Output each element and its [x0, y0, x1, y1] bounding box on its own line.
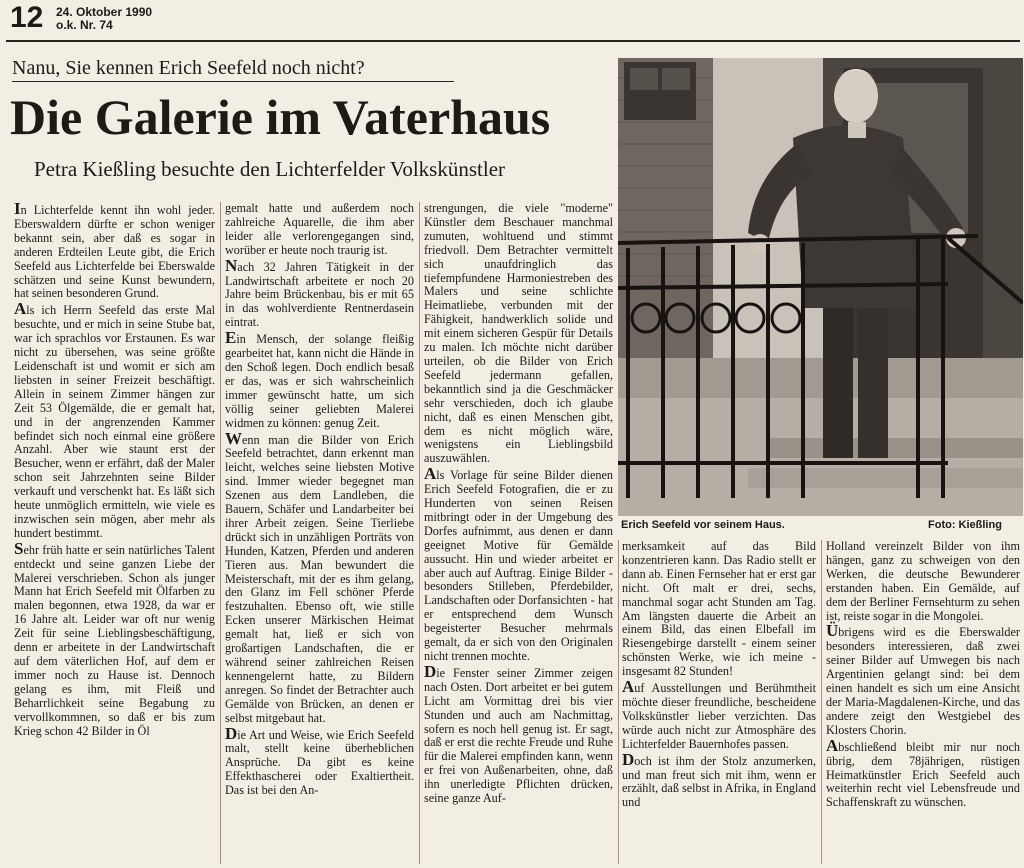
- paragraph: [622, 540, 816, 679]
- article-column-3: [424, 202, 613, 866]
- drop-initial: D: [225, 723, 238, 743]
- paragraph-text: strengungen, die viele "moderne" Künstler dem Beschauer manchmal zumuten, wohltuend und stimmt friedvoll. Dem Betrachter vermittelt sich unaufdringlich das tiefempfundene Harmoniestreben des Malers und seine schlichte Heimatliebe, verbunden mit der Fähigkeit, handwerklich solide und mit einem sicheren Gespür für Details zu malen. Ich möchte nicht darüber urteilen, ob die Bilder von Erich Seefeld jedermann gefallen, bekanntlich sind ja die Geschmäcker sehr verschieden, doch ich glaube nicht, daß es einen Menschen gibt, dem es nicht möglich wäre, wenigstens ein Lieblingsbild auszuwählen.: [424, 202, 613, 466]
- paragraph-text: ls Vorlage für seine Bilder dienen Erich Seefeld Fotografien, die er zu Hunderten von seinen Reisen mitbringt oder in der Umgebung des Dorfes aufnimmt, aus denen er dann geeignet Motive für Gemälde aussucht. Hin und wieder arbeitet er aber auch auf Auftrag. Einige Bilder - besonders Stilleben, Pferdebilder, Landschaften oder Dorfansichten - hat er entsprechend dem Wunsch begeisterter Besucher mehrmals gemalt, da er sich von den Originalen nicht trennen mochte.: [424, 468, 613, 663]
- drop-initial: D: [424, 661, 437, 681]
- paragraph: [424, 464, 613, 664]
- paragraph: [826, 540, 1020, 623]
- paragraph: [225, 202, 414, 258]
- article-column-2: [225, 202, 414, 866]
- paragraph-text: ach 32 Jahren Tätigkeit in der Landwirtschaft arbeitete er noch 20 Jahre beim Brückenbau, bis er mit 65 in das wohlverdiente Rentnerdasein eintrat.: [225, 259, 414, 330]
- paragraph: [826, 735, 1020, 811]
- paragraph-text: bschließend bleibt mir nur noch übrig, dem 78jährigen, rüstigen Heimatkünstler Erich Seefeld auch weiterhin recht viel Lebensfreude und Schaffenskraft zu wünschen.: [826, 739, 1020, 810]
- paragraph-text: enn man die Bilder von Erich Seefeld betrachtet, dann erkennt man leicht, welches seine liebsten Motive sind. Immer wieder begegnet man Szenen aus dem Landleben, die Bauern, Schäfer und Landarbeiter bei ihrer Arbeit zeigen. Seine Tierliebe drückt sich in unzähligen Porträts von Hunden, Katzen, Pferden und anderen Tieren aus. Man bewundert die Meisterschaft, mit der es ihm gelang, den Glanz im Fell schöner Pferde festzuhalten. Ebenso oft, wie stille Ecken unserer Märkischen Heimat gemalt hat, ließ er sich von großartigen Landschaften, die er während seiner zahlreichen Reisen kennengelernt hatte, zu Bildern anregen. So findet der Betrachter auch Gemälde von Brücken, an denen er selbst mitgebaut hat.: [225, 432, 414, 725]
- dateline: [56, 6, 152, 32]
- paragraph: [14, 202, 215, 301]
- issue-number: o.k. Nr. 74: [56, 18, 113, 32]
- paragraph-text: gemalt hatte und außerdem noch zahlreiche Aquarelle, die ihm aber leider alle verlorengegangen sind, worüber er heute noch traurig ist.: [225, 202, 414, 257]
- drop-initial: S: [14, 538, 24, 558]
- photo-credit: Foto: Kießling: [928, 519, 1002, 531]
- article-column-4: [622, 540, 816, 866]
- drop-initial: A: [826, 735, 839, 755]
- paragraph-text: n Lichterfelde kennt ihn wohl jeder. Eberswaldern dürfte er schon weniger bekannt sein, aber daß es sogar in anderen Erdteilen Leute gibt, die Erich Seefeld aus Lichterfelde bei Eberswalde schätzen und seine Kunst bewundern, hat seinen besonderen Grund.: [14, 203, 215, 301]
- photo-caption: Erich Seefeld vor seinem Haus.: [621, 519, 785, 531]
- paragraph-text: uf Ausstellungen und Berühmtheit möchte dieser freundliche, bescheidene Volkskünstler lieber verzichten. Das würde auch nicht zur Atmosphäre des Lichterfelder Bauernhofes passen.: [622, 681, 816, 751]
- photo-illustration: [618, 58, 1023, 516]
- paragraph-text: ls ich Herrn Seefeld das erste Mal besuchte, und er mich in seine Stube bat, war ich sprachlos vor Erstaunen. Es war nicht zu übersehen, was seine größte Leidenschaft ist und womit er sich am liebsten in seiner Freizeit beschäftigt. Allein in seinem Zimmer hängen zur Zeit 53 Ölgemälde, die er gemalt hat, und in der angrenzenden Kammer befindet sich noch einmal eine größere Anzahl. Aber wie staunt erst der Besucher, wenn er erfährt, daß der Maler schon seit Jahrzehnten seine Bilder verkauft und verschenkt hat. Es läßt sich heute unmöglich ermitteln, wie viele es inzwischen sein mögen, aber mehr als hundert bestimmt.: [14, 303, 215, 540]
- paragraph: [424, 661, 613, 806]
- paragraph: [622, 677, 816, 752]
- drop-initial: A: [424, 464, 437, 484]
- drop-initial: A: [14, 299, 27, 319]
- drop-initial: D: [622, 749, 635, 769]
- paragraph-text: in Mensch, der solange fleißig gearbeitet hat, kann nicht die Hände in den Schoß legen. Doch endlich besaß er das, was er sich wahrscheinlich immer gewünscht hatte, um sich völlig seiner geliebten Malerei widmen zu können: genug Zeit.: [225, 332, 414, 430]
- drop-initial: Ü: [826, 621, 839, 641]
- article-kicker: Nanu, Sie kennen Erich Seefeld noch nicht?: [12, 56, 454, 82]
- paragraph: [14, 538, 215, 739]
- paragraph: [622, 749, 816, 811]
- paragraph: [225, 723, 414, 799]
- drop-initial: W: [225, 428, 242, 448]
- paragraph-text: merksamkeit auf das Bild konzentrieren kann. Das Radio stellt er dann ab. Einen Fernseher hat er erst gar nicht. Oft malt er drei, sechs, manchmal sogar acht Stunden am Tag. Am längsten dauerte die Arbeit an einem Bild, das einen Elbefall im Riesengebirge darstellt - einem seiner schönsten Werke, wie ich meine - insgesamt 82 Stunden!: [622, 540, 816, 679]
- column-divider: [821, 540, 822, 864]
- column-divider: [220, 202, 221, 864]
- drop-initial: N: [225, 255, 238, 275]
- paragraph: [826, 621, 1020, 737]
- header-rule: [6, 40, 1020, 42]
- issue-date: 24. Oktober 1990: [56, 5, 153, 19]
- column-divider: [618, 540, 619, 864]
- article-column-1: [14, 202, 215, 866]
- paragraph-text: ie Art und Weise, wie Erich Seefeld malt, stellt keine überheblichen Ansprüche. Da gibt es keine Effekthascherei oder Exaltiertheit. Das ist bei den An-: [225, 727, 414, 798]
- article-photo: [618, 58, 1023, 516]
- paragraph: [225, 328, 414, 430]
- drop-initial: E: [225, 328, 237, 348]
- article-headline: Die Galerie im Vaterhaus: [10, 89, 551, 145]
- paragraph: [14, 299, 215, 540]
- column-divider: [419, 202, 420, 864]
- paragraph-text: brigens wird es die Eberswalder besonders interessieren, daß zwei seiner Bilder auf Umwegen bis nach Argentinien gelangt sind: bei dem einen handelt es sich um eine Ansicht der Maria-Magdalenen-Kirche, und das andere zeigt den Westgiebel des Klosters Chorin.: [826, 625, 1020, 737]
- article-subhead: Petra Kießling besuchte den Lichterfelder Volkskünstler: [34, 157, 506, 181]
- drop-initial: A: [622, 677, 635, 697]
- paragraph: [225, 255, 414, 331]
- paragraph-text: ie Fenster seiner Zimmer zeigen nach Osten. Dort arbeitet er bei gutem Licht am Vormittag drei bis vier Stunden und auch am Nachmittag, sofern es noch hell genug ist. Er sagt, daß er erst die rechte Freude und Ruhe für die Malerei empfinden kann, wenn er frei von Außenarbeiten, ohne, daß ihn unerledigte Pflichten drücken, seine ganze Auf-: [424, 665, 613, 806]
- drop-initial: I: [14, 202, 21, 218]
- paragraph: [225, 428, 414, 726]
- paragraph: [424, 202, 613, 466]
- page-number: 12: [10, 1, 44, 34]
- paragraph-text: och ist ihm der Stolz anzumerken, und man freut sich mit ihm, wenn er erzählt, daß selbst in Afrika, in England und: [622, 753, 816, 810]
- article-column-5: [826, 540, 1020, 866]
- paragraph-text: Holland vereinzelt Bilder von ihm hängen, ganz zu schweigen von den Werken, die deutsche Bewunderer erstanden haben. Ein Gemälde, auf dem der Berliner Fernsehturm zu sehen ist, reiste sogar in die Mongolei.: [826, 540, 1020, 623]
- paragraph-text: ehr früh hatte er sein natürliches Talent entdeckt und seine ganzen Liebe der Malerei verschrieben. Schon als junger Mann hat Erich Seefeld mit Ölfarben zu malen begonnen, etwa 1928, da war er 16 Jahre alt. Leider war oft nur wenig Zeit für seine Lieblingsbeschäftigung, denn er arbeitete in der Landwirtschaft auf dem väterlichen Hof, auf dem er immer noch zu Hause ist. Dennoch gelang es ihm, mit Fleiß und Beharrlichkeit seine Begabung zu vervollkommnen, so daß er bis zum Krieg schon 42 Bilder in Öl: [14, 542, 215, 738]
